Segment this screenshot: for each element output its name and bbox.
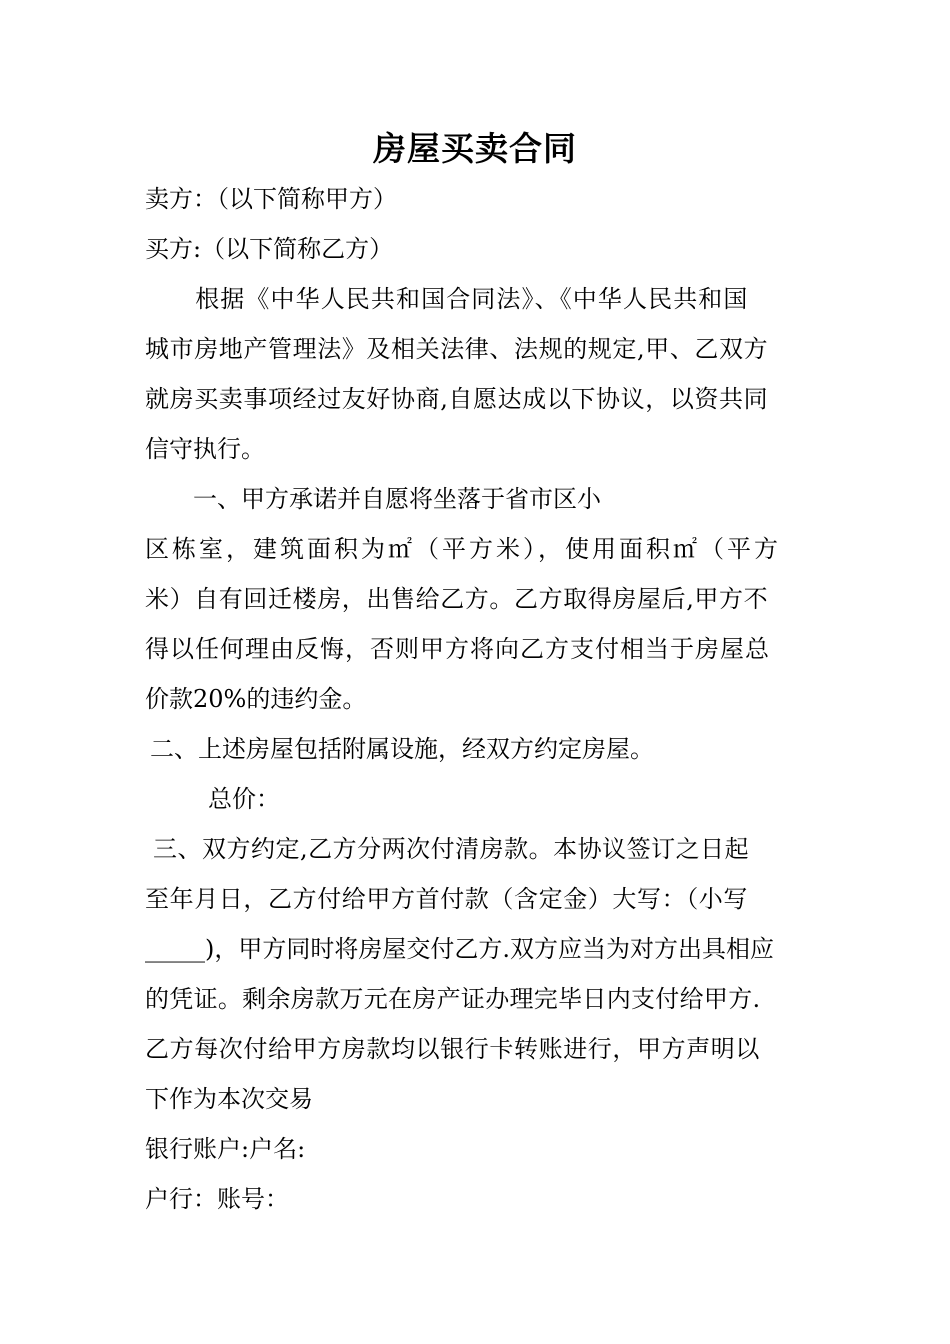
clause-three-line: 乙方每次付给甲方房款均以银行卡转账进行，甲方声明以 xyxy=(145,1035,760,1063)
paragraph-line: 就房买卖事项经过友好协商,自愿达成以下协议，以资共同 xyxy=(145,385,769,413)
paragraph-line: 根据《中华人民共和国合同法》、《中华人民共和国 xyxy=(145,285,749,313)
clause-one-line: 一、甲方承诺并自愿将坐落于省市区小 xyxy=(145,485,601,513)
seller-line: 卖方：（以下简称甲方） xyxy=(145,185,397,213)
account-number-line: 户行：账号： xyxy=(145,1185,289,1213)
clause-three-line: 至年月日，乙方付给甲方首付款（含定金）大写：（小写 xyxy=(145,885,748,913)
paragraph-line: 城市房地产管理法》及相关法律、法规的规定,甲、乙双方 xyxy=(145,335,769,363)
total-price-line: 总价： xyxy=(160,785,280,813)
clause-three-line: 下作为本次交易 xyxy=(145,1085,313,1113)
clause-three-line: _____)，甲方同时将房屋交付乙方.双方应当为对方出具相应 xyxy=(145,935,774,963)
clause-one-line: 得以任何理由反悔，否则甲方将向乙方支付相当于房屋总 xyxy=(145,635,770,663)
clause-two-line: 二、上述房屋包括附属设施，经双方约定房屋。 xyxy=(150,735,654,763)
clause-one-line: 价款20%的违约金。 xyxy=(145,685,367,713)
document-title: 房屋买卖合同 xyxy=(373,129,577,168)
paragraph-line: 信守执行。 xyxy=(145,435,265,463)
clause-one-line: 区栋室，建筑面积为㎡（平方米），使用面积㎡（平方 xyxy=(145,535,781,563)
bank-account-line: 银行账户:户名: xyxy=(145,1135,306,1163)
buyer-line: 买方:（以下简称乙方） xyxy=(145,235,394,263)
clause-three-line: 的凭证。剩余房款万元在房产证办理完毕日内支付给甲方. xyxy=(145,985,761,1013)
clause-one-line: 米）自有回迁楼房，出售给乙方。乙方取得房屋后,甲方不 xyxy=(145,585,769,613)
clause-three-line: 三、双方约定,乙方分两次付清房款。本协议签订之日起 xyxy=(153,835,750,863)
